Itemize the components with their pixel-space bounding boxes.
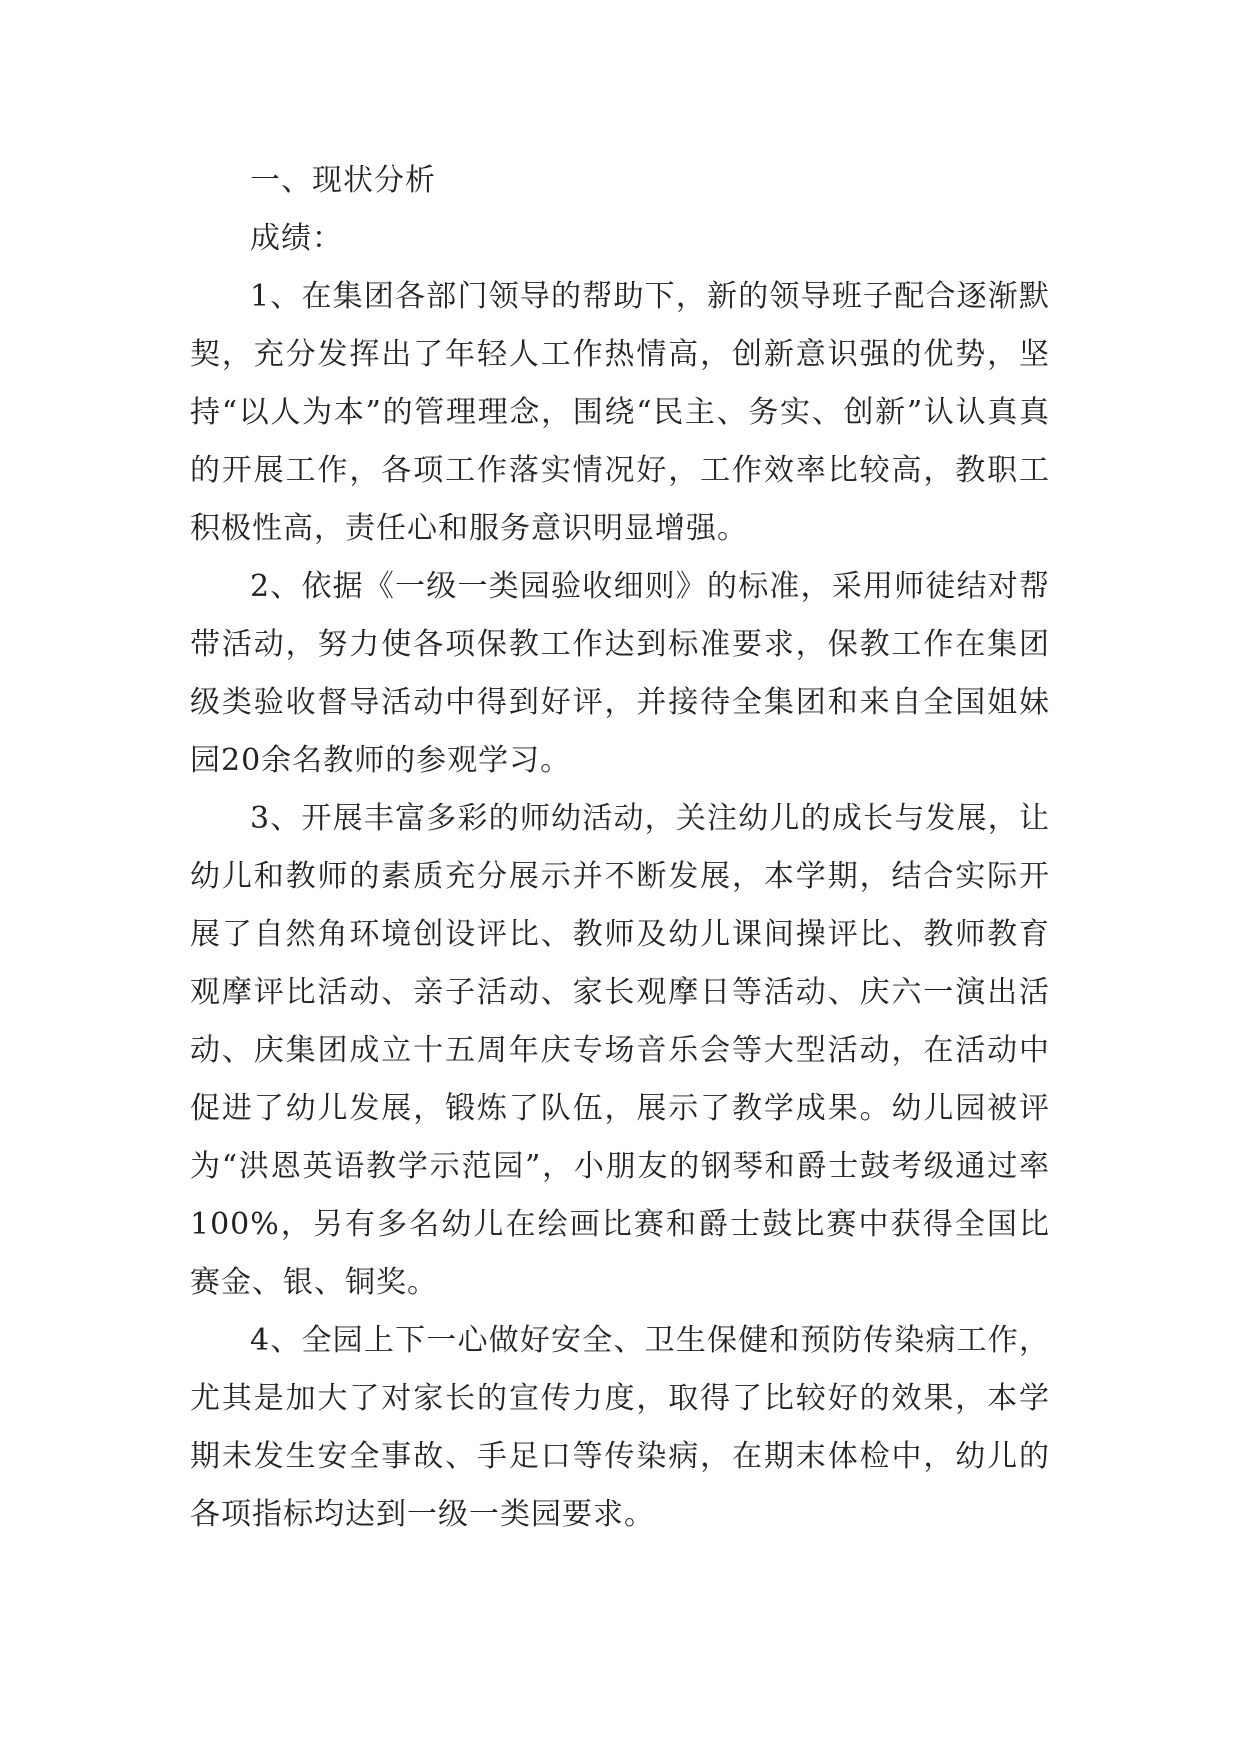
- paragraph-1: 1、在集团各部门领导的帮助下，新的领导班子配合逐渐默契，充分发挥出了年轻人工作热情高，创新意识强的优势，坚持“以人为本”的管理理念，围绕“民主、务实、创新”认认真真的开展工作，各项工作落实情况好，工作效率比较高，教职工积极性高，责任心和服务意识明显增强。: [190, 279, 1050, 546]
- paragraph-4: 4、全园上下一心做好安全、卫生保健和预防传染病工作，尤其是加大了对家长的宣传力度，取得了比较好的效果，本学期未发生安全事故、手足口等传染病，在期末体检中，幼儿的各项指标均达到一级一类园要求。: [190, 1323, 1050, 1532]
- document-body: [190, 152, 1050, 1544]
- section-subheading: 成绩：: [250, 221, 343, 256]
- paragraph-3: 3、开展丰富多彩的师幼活动，关注幼儿的成长与发展，让幼儿和教师的素质充分展示并不断发展，本学期，结合实际开展了自然角环境创设评比、教师及幼儿课间操评比、教师教育观摩评比活动、亲子活动、家长观摩日等活动、庆六一演出活动、庆集团成立十五周年庆专场音乐会等大型活动，在活动中促进了幼儿发展，锻炼了队伍，展示了教学成果。幼儿园被评为“洪恩英语教学示范园”，小朋友的钢琴和爵士鼓考级通过率100%，另有多名幼儿在绘画比赛和爵士鼓比赛中获得全国比赛金、银、铜奖。: [190, 801, 1050, 1300]
- section-heading: 一、现状分析: [250, 163, 436, 198]
- paragraph-2: 2、依据《一级一类园验收细则》的标准，采用师徒结对帮带活动，努力使各项保教工作达到标准要求，保教工作在集团级类验收督导活动中得到好评，并接待全集团和来自全国姐妹园20余名教师的参观学习。: [190, 569, 1050, 778]
